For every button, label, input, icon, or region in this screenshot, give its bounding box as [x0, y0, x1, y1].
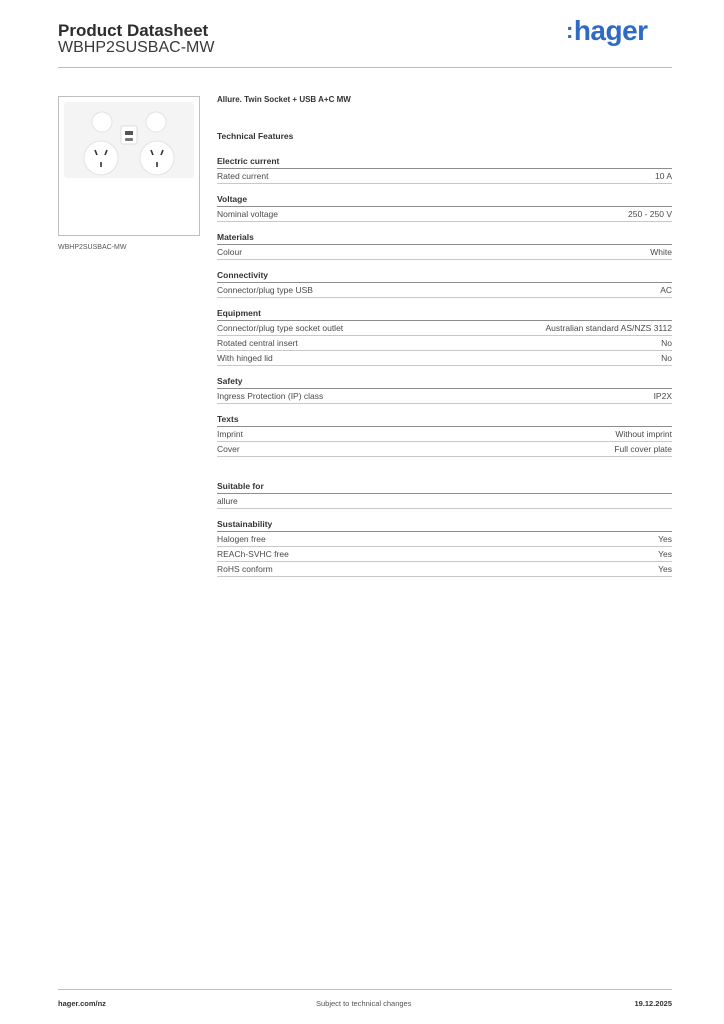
spec-label: Halogen free — [217, 534, 266, 544]
spec-value: Yes — [658, 564, 672, 574]
spec-row — [217, 207, 672, 222]
footer-website-link[interactable]: hager.com/nz — [58, 999, 106, 1008]
section-title: Safety — [217, 374, 672, 389]
spec-row — [217, 169, 672, 184]
spec-label: RoHS conform — [217, 564, 273, 574]
spec-row — [217, 442, 672, 457]
spec-label: Rated current — [217, 171, 269, 181]
spec-value: IP2X — [653, 391, 672, 401]
spec-section — [217, 517, 672, 577]
footer-date: 19.12.2025 — [634, 999, 672, 1008]
spec-label: Imprint — [217, 429, 243, 439]
section-title: Materials — [217, 230, 672, 245]
spec-row — [217, 389, 672, 404]
spec-value: No — [661, 338, 672, 348]
socket-plate-illustration — [64, 102, 194, 178]
spec-row — [217, 245, 672, 260]
page-title: Product Datasheet — [58, 21, 209, 40]
spec-value: AC — [660, 285, 672, 295]
spec-section — [217, 412, 672, 457]
spec-section — [217, 306, 672, 366]
section-title: Texts — [217, 412, 672, 427]
features-heading: Technical Features — [217, 131, 294, 141]
spec-label: Cover — [217, 444, 240, 454]
spec-section — [217, 479, 672, 509]
spec-row — [217, 494, 672, 509]
spec-value: Yes — [658, 534, 672, 544]
footer-note: Subject to technical changes — [316, 999, 412, 1008]
spec-value: No — [661, 353, 672, 363]
spec-row — [217, 547, 672, 562]
spec-row — [217, 427, 672, 442]
section-title: Connectivity — [217, 268, 672, 283]
spec-label: Connector/plug type socket outlet — [217, 323, 344, 333]
spec-value: Australian standard AS/NZS 3112 — [545, 323, 672, 333]
spec-section — [217, 192, 672, 222]
spec-label: Colour — [217, 247, 243, 257]
section-spacer — [217, 465, 672, 479]
spec-label: allure — [217, 496, 238, 506]
section-title: Suitable for — [217, 479, 672, 494]
spec-section — [217, 268, 672, 298]
product-title: Allure. Twin Socket + USB A+C MW — [217, 95, 351, 104]
spec-section — [217, 154, 672, 184]
spec-value: Without imprint — [615, 429, 672, 439]
header-divider — [58, 67, 672, 68]
spec-value: 10 A — [654, 171, 672, 181]
spec-label: With hinged lid — [217, 353, 273, 363]
logo-text: hager — [573, 15, 648, 46]
spec-row — [217, 336, 672, 351]
spec-section — [217, 230, 672, 260]
spec-label: Ingress Protection (IP) class — [217, 391, 324, 401]
spec-row — [217, 562, 672, 577]
footer-divider — [58, 989, 672, 990]
hager-logo: :hager — [566, 15, 648, 46]
spec-row — [217, 321, 672, 336]
spec-value: Yes — [658, 549, 672, 559]
spec-label: Connector/plug type USB — [217, 285, 313, 295]
section-title: Sustainability — [217, 517, 672, 532]
spec-label: Rotated central insert — [217, 338, 298, 348]
spec-value: White — [650, 247, 672, 257]
section-title: Voltage — [217, 192, 672, 207]
spec-value: 250 - 250 V — [628, 209, 672, 219]
spec-label: REACh-SVHC free — [217, 549, 289, 559]
image-caption: WBHP2SUSBAC-MW — [58, 244, 127, 251]
section-title: Equipment — [217, 306, 672, 321]
spec-value: Full cover plate — [614, 444, 672, 454]
spec-content — [217, 94, 672, 585]
product-image — [58, 96, 200, 236]
section-title: Electric current — [217, 154, 672, 169]
spec-label: Nominal voltage — [217, 209, 278, 219]
spec-row — [217, 351, 672, 366]
spec-row — [217, 283, 672, 298]
spec-row — [217, 532, 672, 547]
product-code: WBHP2SUSBAC-MW — [58, 39, 215, 56]
spec-section — [217, 374, 672, 404]
